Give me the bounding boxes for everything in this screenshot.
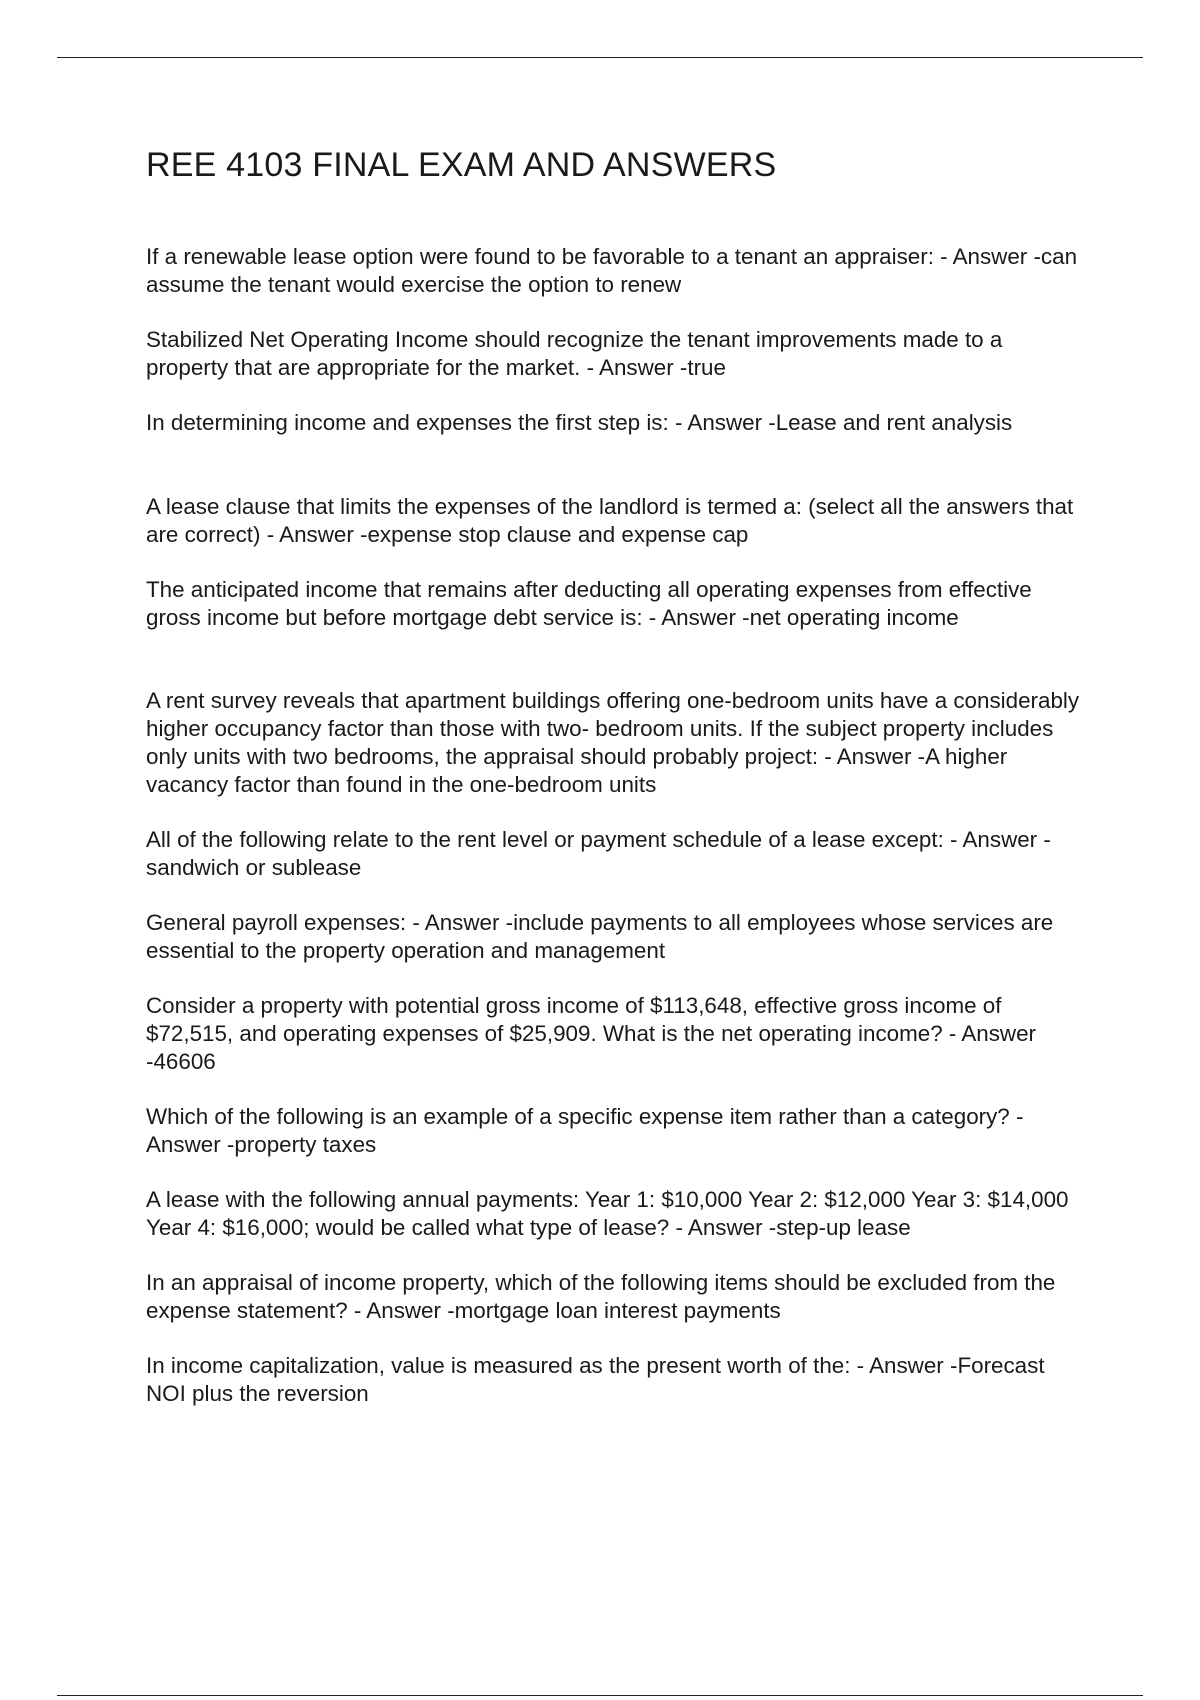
qa-item: Which of the following is an example of a specific expense item rather than a category? - Answer -property taxes — [146, 1104, 1024, 1157]
qa-item: A rent survey reveals that apartment buildings offering one-bedroom units have a considerably higher occupancy factor than those with two- bedroom units. If the subject property includes only units with two bedrooms, the appraisal should probably project: - Answer -A higher vacancy factor than found in the one-bedroom units — [146, 688, 1080, 797]
bottom-rule — [57, 1695, 1143, 1696]
qa-item: General payroll expenses: - Answer -include payments to all employees whose services are essential to the property operation and management — [146, 910, 1054, 963]
qa-item: All of the following relate to the rent level or payment schedule of a lease except: - Answer -sandwich or sublease — [146, 827, 1051, 880]
page-title: REE 4103 FINAL EXAM AND ANSWERS — [146, 146, 777, 184]
qa-item: In determining income and expenses the first step is: - Answer -Lease and rent analysis — [146, 410, 1013, 435]
top-rule — [57, 57, 1143, 58]
qa-item: Stabilized Net Operating Income should recognize the tenant improvements made to a property that are appropriate for the market. - Answer -true — [146, 327, 1003, 380]
qa-item: The anticipated income that remains after deducting all operating expenses from effective gross income but before mortgage debt service is: - Answer -net operating income — [146, 577, 1032, 630]
qa-item: A lease clause that limits the expenses of the landlord is termed a: (select all the answers that are correct) - Answer -expense stop clause and expense cap — [146, 494, 1074, 547]
qa-item: Consider a property with potential gross income of $113,648, effective gross income of $72,515, and operating expenses of $25,909. What is the net operating income? - Answer -46606 — [146, 993, 1036, 1074]
qa-item: If a renewable lease option were found to be favorable to a tenant an appraiser: - Answer -can assume the tenant would exercise the option to renew — [146, 244, 1078, 297]
qa-item: In income capitalization, value is measured as the present worth of the: - Answer -Forecast NOI plus the reversion — [146, 1353, 1045, 1406]
qa-item: A lease with the following annual payments: Year 1: $10,000 Year 2: $12,000 Year 3: $14,000 Year 4: $16,000; would be called what type of lease? - Answer -step-up lease — [146, 1187, 1069, 1240]
qa-item: In an appraisal of income property, which of the following items should be excluded from the expense statement? - Answer -mortgage loan interest payments — [146, 1270, 1056, 1323]
